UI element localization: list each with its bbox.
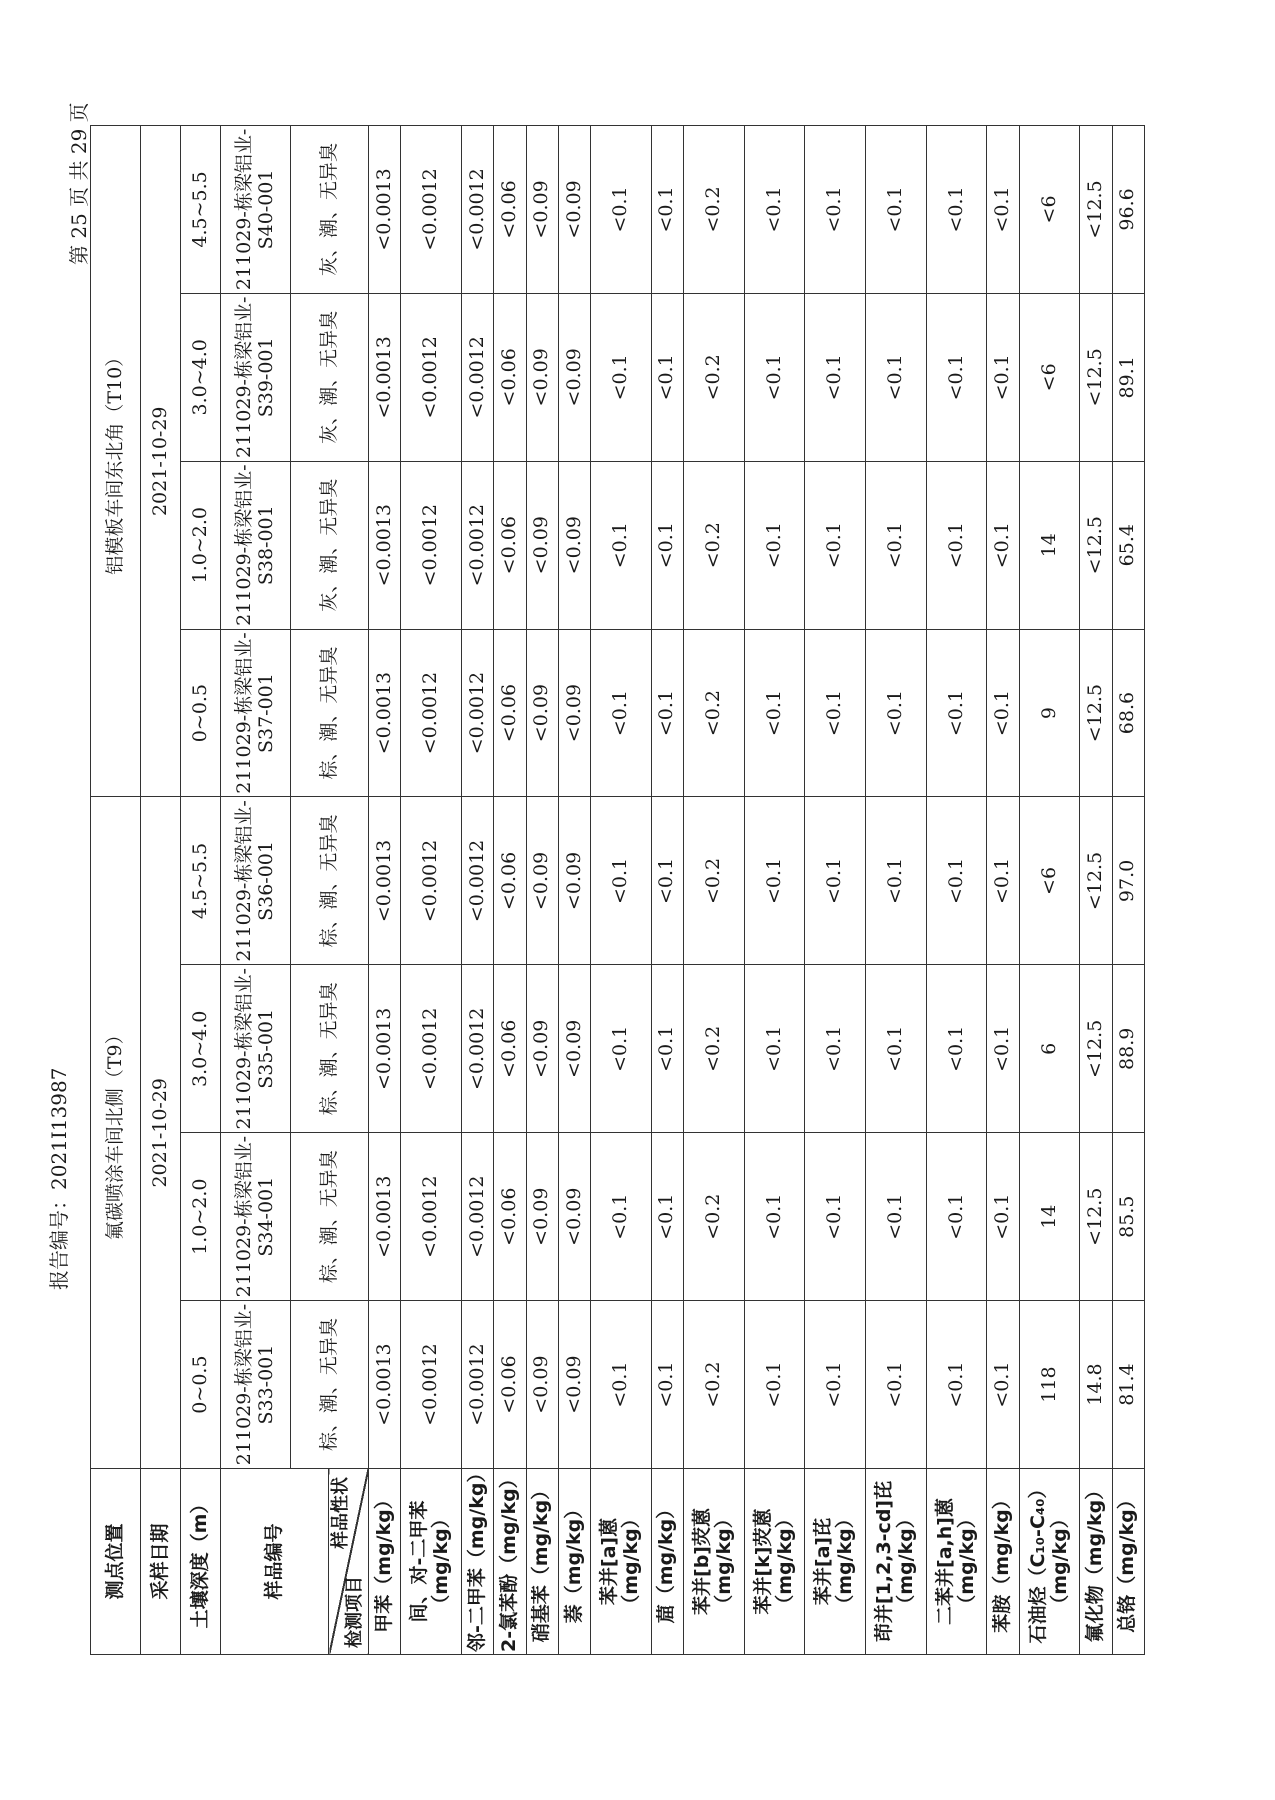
result-value: <0.1 xyxy=(591,293,652,461)
result-value: <0.06 xyxy=(494,629,526,797)
result-value: <0.1 xyxy=(805,797,866,965)
test-item-name: 苯并[a]蒽（mg/kg） xyxy=(591,1469,652,1655)
result-value: 14 xyxy=(1019,461,1080,629)
result-value: <0.09 xyxy=(558,1133,590,1301)
result-value: <0.1 xyxy=(866,293,927,461)
result-value: <0.0012 xyxy=(461,126,493,294)
result-value: <0.2 xyxy=(684,293,745,461)
result-value: <0.09 xyxy=(558,1301,590,1469)
test-item-name: 邻-二甲苯（mg/kg） xyxy=(461,1469,493,1655)
result-value: <0.0013 xyxy=(369,629,401,797)
table-row xyxy=(1019,126,1080,1655)
sample-id: 211029-栋梁铝业-S38-001 xyxy=(221,461,291,629)
test-item-name: 硝基苯（mg/kg） xyxy=(526,1469,558,1655)
sample-state: 灰、潮、无异臭 xyxy=(291,461,369,629)
sample-depth: 3.0~4.0 xyxy=(181,965,221,1133)
result-value: <0.2 xyxy=(684,1133,745,1301)
result-value: <6 xyxy=(1019,293,1080,461)
table-row xyxy=(744,126,805,1655)
result-value: <0.2 xyxy=(684,797,745,965)
result-value: <12.5 xyxy=(1080,1133,1112,1301)
result-value: <0.0013 xyxy=(369,461,401,629)
result-value: <0.0012 xyxy=(401,461,462,629)
result-value: <12.5 xyxy=(1080,293,1112,461)
table-row xyxy=(558,126,590,1655)
location-t9: 氟碳喷涂车间北侧（T9） xyxy=(91,797,141,1469)
table-body xyxy=(91,126,1145,1655)
result-value: <0.1 xyxy=(866,629,927,797)
sample-id: 211029-栋梁铝业-S40-001 xyxy=(221,126,291,294)
result-value: <0.1 xyxy=(987,797,1019,965)
result-value: <0.06 xyxy=(494,1133,526,1301)
result-value: <0.1 xyxy=(651,293,683,461)
sample-id-row xyxy=(221,126,291,1655)
result-value: 6 xyxy=(1019,965,1080,1133)
report-number: 报告编号：2021I13987 xyxy=(47,1067,71,1290)
result-value: <0.1 xyxy=(866,1301,927,1469)
result-value: <0.1 xyxy=(805,629,866,797)
table-row xyxy=(494,126,526,1655)
result-value: <0.1 xyxy=(651,126,683,294)
test-item-name: 萘（mg/kg） xyxy=(558,1469,590,1655)
result-value: <0.1 xyxy=(591,797,652,965)
result-value: 14.8 xyxy=(1080,1301,1112,1469)
result-value: 14 xyxy=(1019,1133,1080,1301)
result-value: <0.06 xyxy=(494,1301,526,1469)
page-number: 第 25 页 共 29 页 xyxy=(67,102,91,265)
header-diagonal-cell xyxy=(329,1469,369,1655)
result-value: <0.0013 xyxy=(369,1301,401,1469)
sample-state: 棕、潮、无异臭 xyxy=(291,797,369,965)
result-value: <0.1 xyxy=(987,461,1019,629)
depth-row xyxy=(181,126,221,1655)
result-value: <0.0012 xyxy=(461,1133,493,1301)
test-item-name: 甲苯（mg/kg） xyxy=(369,1469,401,1655)
result-value: <12.5 xyxy=(1080,629,1112,797)
date-label: 采样日期 xyxy=(141,1469,181,1655)
result-value: <0.1 xyxy=(926,797,987,965)
result-value: <0.09 xyxy=(558,293,590,461)
test-item-name: 茚并[1,2,3-cd]芘（mg/kg） xyxy=(866,1469,927,1655)
result-value: <0.1 xyxy=(651,965,683,1133)
result-value: <0.1 xyxy=(866,797,927,965)
depth-label: 土壤深度（m） xyxy=(181,1469,221,1655)
sample-state: 棕、潮、无异臭 xyxy=(291,1301,369,1469)
sample-state: 灰、潮、无异臭 xyxy=(291,126,369,294)
result-value: <0.1 xyxy=(651,629,683,797)
sample-id: 211029-栋梁铝业-S33-001 xyxy=(221,1301,291,1469)
result-value: <0.1 xyxy=(744,126,805,294)
result-value: <0.0012 xyxy=(401,1301,462,1469)
result-value: <0.1 xyxy=(926,1301,987,1469)
table-row xyxy=(926,126,987,1655)
result-value: <0.09 xyxy=(558,629,590,797)
result-value: <0.1 xyxy=(866,461,927,629)
table-row xyxy=(651,126,683,1655)
result-value: <12.5 xyxy=(1080,461,1112,629)
result-value: <0.1 xyxy=(744,293,805,461)
result-value: <0.1 xyxy=(805,1301,866,1469)
result-value: <0.1 xyxy=(866,1133,927,1301)
result-value: <0.1 xyxy=(651,1133,683,1301)
location-label: 测点位置 xyxy=(91,1469,141,1655)
sample-id: 211029-栋梁铝业-S34-001 xyxy=(221,1133,291,1301)
result-value: <0.0013 xyxy=(369,797,401,965)
sample-depth: 0~0.5 xyxy=(181,629,221,797)
table-row xyxy=(526,126,558,1655)
result-value: <0.1 xyxy=(987,965,1019,1133)
sample-id-label: 样品编号 xyxy=(221,1469,329,1655)
result-value: 85.5 xyxy=(1112,1133,1144,1301)
sample-depth: 3.0~4.0 xyxy=(181,293,221,461)
result-value: <0.1 xyxy=(651,1301,683,1469)
result-value: <0.0012 xyxy=(461,1301,493,1469)
result-value: 88.9 xyxy=(1112,965,1144,1133)
result-value: <0.0012 xyxy=(461,797,493,965)
table-row xyxy=(684,126,745,1655)
test-item-name: 石油烃（C₁₀-C₄₀）（mg/kg） xyxy=(1019,1469,1080,1655)
result-value: <0.1 xyxy=(744,965,805,1133)
sample-depth: 0~0.5 xyxy=(181,1301,221,1469)
result-value: 89.1 xyxy=(1112,293,1144,461)
result-value: <0.09 xyxy=(526,461,558,629)
result-value: <0.1 xyxy=(591,461,652,629)
result-value: <0.1 xyxy=(987,293,1019,461)
result-value: <0.1 xyxy=(987,629,1019,797)
result-value: <0.09 xyxy=(558,126,590,294)
result-value: <0.09 xyxy=(526,629,558,797)
result-value: 9 xyxy=(1019,629,1080,797)
sample-id: 211029-栋梁铝业-S36-001 xyxy=(221,797,291,965)
result-value: <0.1 xyxy=(866,965,927,1133)
sample-depth: 1.0~2.0 xyxy=(181,461,221,629)
result-value: <0.1 xyxy=(805,965,866,1133)
result-value: <0.1 xyxy=(926,1133,987,1301)
result-value: <0.09 xyxy=(526,1133,558,1301)
result-value: <0.0012 xyxy=(401,965,462,1133)
result-value: <0.0012 xyxy=(461,629,493,797)
result-value: 97.0 xyxy=(1112,797,1144,965)
result-value: 96.6 xyxy=(1112,126,1144,294)
result-value: <0.09 xyxy=(558,797,590,965)
result-value: <0.09 xyxy=(526,797,558,965)
sample-state: 棕、潮、无异臭 xyxy=(291,1133,369,1301)
result-value: 118 xyxy=(1019,1301,1080,1469)
result-value: <0.0012 xyxy=(461,965,493,1133)
result-value: <0.06 xyxy=(494,461,526,629)
sample-state: 棕、潮、无异臭 xyxy=(291,965,369,1133)
result-value: <0.09 xyxy=(526,1301,558,1469)
result-value: <0.0012 xyxy=(401,126,462,294)
test-item-name: 䓛（mg/kg） xyxy=(651,1469,683,1655)
sample-id: 211029-栋梁铝业-S39-001 xyxy=(221,293,291,461)
location-t10: 铝模板车间东北角（T10） xyxy=(91,126,141,798)
result-value: <0.1 xyxy=(987,126,1019,294)
date-t10: 2021-10-29 xyxy=(141,126,181,798)
test-item-name: 苯并[b]荧蒽（mg/kg） xyxy=(684,1469,745,1655)
result-value: <0.1 xyxy=(926,126,987,294)
result-value: <0.0013 xyxy=(369,126,401,294)
result-value: <0.1 xyxy=(866,126,927,294)
result-value: <0.1 xyxy=(744,629,805,797)
result-value: <0.09 xyxy=(558,965,590,1133)
result-value: <0.0012 xyxy=(461,461,493,629)
result-value: <0.09 xyxy=(526,965,558,1133)
location-row xyxy=(91,126,141,1655)
sample-state: 灰、潮、无异臭 xyxy=(291,293,369,461)
result-value: <0.2 xyxy=(684,965,745,1133)
result-value: 68.6 xyxy=(1112,629,1144,797)
test-item-name: 氟化物（mg/kg） xyxy=(1080,1469,1112,1655)
result-value: <0.1 xyxy=(744,1301,805,1469)
result-value: <0.06 xyxy=(494,797,526,965)
result-value: <0.06 xyxy=(494,293,526,461)
result-value: <0.06 xyxy=(494,965,526,1133)
table-row xyxy=(805,126,866,1655)
test-item-name: 苯胺（mg/kg） xyxy=(987,1469,1019,1655)
result-value: <0.1 xyxy=(591,965,652,1133)
sample-depth: 4.5~5.5 xyxy=(181,797,221,965)
result-value: <0.1 xyxy=(744,797,805,965)
result-value: <0.09 xyxy=(558,461,590,629)
result-value: <12.5 xyxy=(1080,965,1112,1133)
result-value: <0.0013 xyxy=(369,1133,401,1301)
result-value: <0.1 xyxy=(744,1133,805,1301)
table-row xyxy=(1112,126,1144,1655)
result-value: <0.1 xyxy=(987,1133,1019,1301)
result-value: <0.1 xyxy=(651,797,683,965)
sample-depth: 1.0~2.0 xyxy=(181,1133,221,1301)
result-value: <0.0012 xyxy=(461,293,493,461)
result-value: <0.1 xyxy=(591,126,652,294)
table-row xyxy=(987,126,1019,1655)
result-value: <0.09 xyxy=(526,293,558,461)
sample-id: 211029-栋梁铝业-S37-001 xyxy=(221,629,291,797)
result-value: <0.1 xyxy=(926,293,987,461)
result-value: <0.0012 xyxy=(401,629,462,797)
table-row xyxy=(369,126,401,1655)
result-value: <0.1 xyxy=(805,293,866,461)
test-item-name: 2-氯苯酚（mg/kg） xyxy=(494,1469,526,1655)
result-value: <0.2 xyxy=(684,1301,745,1469)
result-value: 65.4 xyxy=(1112,461,1144,629)
result-value: 81.4 xyxy=(1112,1301,1144,1469)
result-value: <0.0012 xyxy=(401,293,462,461)
test-item-name: 总铬（mg/kg） xyxy=(1112,1469,1144,1655)
result-value: <0.1 xyxy=(926,629,987,797)
sample-depth: 4.5~5.5 xyxy=(181,126,221,294)
sample-state-row xyxy=(291,126,329,1655)
table-row xyxy=(401,126,462,1655)
test-item-label: 检测项目 xyxy=(344,1576,366,1648)
result-value: <12.5 xyxy=(1080,797,1112,965)
result-value: <0.09 xyxy=(526,126,558,294)
result-value: <0.1 xyxy=(591,1301,652,1469)
test-item-name: 二苯并[a,h]蒽（mg/kg） xyxy=(926,1469,987,1655)
result-value: <0.1 xyxy=(926,461,987,629)
result-value: <0.1 xyxy=(805,126,866,294)
result-value: <0.0012 xyxy=(401,797,462,965)
sample-id: 211029-栋梁铝业-S35-001 xyxy=(221,965,291,1133)
rotated-report-page xyxy=(90,125,1145,1655)
result-value: <0.1 xyxy=(651,461,683,629)
result-value: <0.0013 xyxy=(369,965,401,1133)
result-value: <0.1 xyxy=(591,629,652,797)
sample-state: 棕、潮、无异臭 xyxy=(291,629,369,797)
result-value: <0.1 xyxy=(805,461,866,629)
test-item-name: 苯并[k]荧蒽（mg/kg） xyxy=(744,1469,805,1655)
test-item-name: 间、对-二甲苯（mg/kg） xyxy=(401,1469,462,1655)
result-value: <0.2 xyxy=(684,461,745,629)
table-row xyxy=(1080,126,1112,1655)
result-value: <0.1 xyxy=(987,1301,1019,1469)
result-value: <0.1 xyxy=(805,1133,866,1301)
result-value: <0.1 xyxy=(926,965,987,1133)
table-row xyxy=(461,126,493,1655)
result-value: <6 xyxy=(1019,126,1080,294)
date-t9: 2021-10-29 xyxy=(141,797,181,1469)
result-value: <0.1 xyxy=(744,461,805,629)
table-row xyxy=(591,126,652,1655)
result-value: <0.06 xyxy=(494,126,526,294)
result-value: <0.0013 xyxy=(369,293,401,461)
sample-state-label: 样品性状 xyxy=(330,1477,351,1549)
test-results-table xyxy=(90,125,1145,1655)
result-value: <0.2 xyxy=(684,126,745,294)
result-value: <12.5 xyxy=(1080,126,1112,294)
table-row xyxy=(866,126,927,1655)
result-value: <6 xyxy=(1019,797,1080,965)
result-value: <0.2 xyxy=(684,629,745,797)
test-item-name: 苯并[a]芘（mg/kg） xyxy=(805,1469,866,1655)
date-row xyxy=(141,126,181,1655)
result-value: <0.1 xyxy=(591,1133,652,1301)
result-value: <0.0012 xyxy=(401,1133,462,1301)
